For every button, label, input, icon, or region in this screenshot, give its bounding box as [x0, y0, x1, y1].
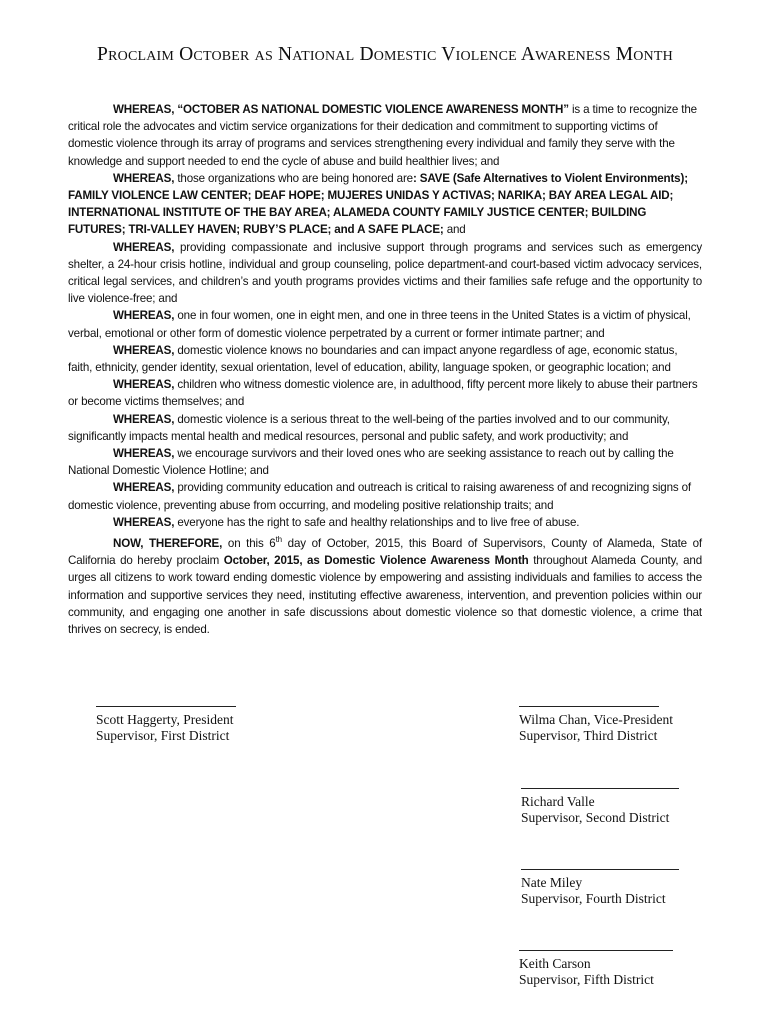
- signatory-name: Nate Miley: [521, 875, 583, 890]
- signature-line: [521, 869, 679, 870]
- signature-line: [519, 950, 673, 951]
- signature-line: [519, 706, 659, 707]
- proclaimed-month: October, 2015, as Domestic Violence Awareness Month: [223, 554, 529, 568]
- signatory-name: Keith Carson: [519, 956, 591, 971]
- whereas-keyword: WHEREAS,: [113, 412, 175, 426]
- whereas-keyword: WHEREAS,: [113, 171, 175, 185]
- resolution-text: day of October, 2015, this Board of Supervisors, County of Alameda, State of California do hereby proclaim: [68, 536, 702, 568]
- whereas-paragraph-4: [68, 307, 702, 341]
- whereas-paragraph-8: [68, 445, 702, 479]
- resolution-text: on this 6: [222, 536, 276, 550]
- whereas-keyword: WHEREAS, “OCTOBER AS NATIONAL DOMESTIC VIOLENCE AWARENESS MONTH”: [113, 103, 569, 116]
- whereas-paragraph-6: [68, 376, 702, 410]
- signatory-name: Richard Valle: [521, 794, 595, 809]
- signatory-title: Supervisor, First District: [96, 728, 230, 743]
- signatory-title: Supervisor, Fourth District: [521, 891, 666, 906]
- paragraph-tail: and: [443, 223, 466, 237]
- resolution-text: throughout Alameda County, and urges all citizens to work toward ending domestic violence by empowering and assisting individuals and families to access the information and supportive services they need, instituting effective awareness, intervention, and prevention policies within our community, and engaging one another in safe discussions about domestic violence so that domestic violence, a crime that thrives on secrecy, is ended.: [68, 554, 702, 636]
- signatory-title: Supervisor, Third District: [519, 728, 658, 743]
- signature-block-second-district: [521, 788, 691, 826]
- honored-organizations: : SAVE (Safe Alternatives to Violent Environments); FAMILY VIOLENCE LAW CENTER; DEAF HOPE; MUJERES UNIDAS Y ACTIVAS; NARIKA; BAY AREA LEGAL AID; INTERNATIONAL INSTITUTE OF THE BAY AREA; ALAMEDA COUNTY FAMILY JUSTICE CENTER; BUILDING FUTURES; TRI-VALLEY HAVEN; RUBY’S PLACE; and A SAFE PLACE;: [68, 171, 688, 237]
- whereas-keyword: WHEREAS,: [113, 343, 175, 357]
- proclamation-body: [68, 101, 702, 638]
- signatory-title: Supervisor, Fifth District: [519, 972, 654, 987]
- signature-line: [96, 706, 236, 707]
- page-title: Proclaim October as National Domestic Violence Awareness Month: [97, 44, 673, 65]
- now-therefore-keyword: NOW, THEREFORE,: [113, 536, 223, 550]
- signature-line: [521, 788, 679, 789]
- paragraph-text: domestic violence is a serious threat to the well-being of the parties involved and to our community, significantly impacts mental health and medical resources, personal and public safety, and work productivity; and: [68, 412, 670, 443]
- paragraph-text: providing community education and outreach is critical to raising awareness of and recognizing signs of domestic violence, preventing abuse from occurring, and modeling positive relationship traits; and: [68, 481, 691, 512]
- whereas-paragraph-7: [68, 411, 702, 445]
- whereas-keyword: WHEREAS,: [113, 240, 175, 254]
- signature-block-president: [96, 706, 246, 744]
- whereas-keyword: WHEREAS,: [113, 447, 175, 461]
- paragraph-text: everyone has the right to safe and healthy relationships and to live free of abuse.: [174, 515, 580, 529]
- whereas-keyword: WHEREAS,: [113, 309, 175, 323]
- paragraph-text: one in four women, one in eight men, and one in three teens in the United States is a victim of physical, verbal, emotional or other form of domestic violence perpetrated by a current or former intimate partner; and: [68, 309, 691, 340]
- paragraph-text: providing compassionate and inclusive support through programs and services such as emergency shelter, a 24-hour crisis hotline, individual and group counseling, police department-and court-based victim advocacy services, critical legal services, and children’s and youth programs provides victims and their families safe refuge and the opportunity to live violence-free; and: [68, 240, 702, 306]
- ordinal-suffix: th: [275, 535, 282, 545]
- signature-block-fifth-district: [519, 950, 689, 988]
- whereas-paragraph-10: [68, 514, 702, 531]
- whereas-keyword: WHEREAS,: [113, 515, 175, 529]
- signatory-name: Wilma Chan, Vice-President: [519, 712, 673, 727]
- paragraph-text: those organizations who are being honored are: [174, 171, 413, 185]
- paragraph-text: we encourage survivors and their loved ones who are seeking assistance to reach out by calling the National Domestic Violence Hotline; and: [68, 447, 674, 478]
- whereas-paragraph-9: [68, 479, 702, 513]
- whereas-paragraph-2: [68, 170, 702, 239]
- whereas-paragraph-1: [68, 101, 702, 170]
- signatory-title: Supervisor, Second District: [521, 810, 670, 825]
- signatory-name: Scott Haggerty, President: [96, 712, 234, 727]
- whereas-paragraph-3: [68, 239, 702, 308]
- paragraph-text: is a time to recognize the critical role the advocates and victim service organizations for their dedication and commitment to supporting victims of domestic violence through its array of programs and services strengthening every individual and family they serve with the knowledge and support needed to end the cycle of abuse and build healthier lives; and: [68, 103, 697, 168]
- resolution-paragraph: [68, 531, 702, 638]
- signature-block-fourth-district: [521, 869, 691, 907]
- whereas-keyword: WHEREAS,: [113, 481, 175, 495]
- whereas-keyword: WHEREAS,: [113, 378, 175, 392]
- paragraph-text: domestic violence knows no boundaries and can impact anyone regardless of age, economic status, faith, ethnicity, gender identity, sexual orientation, level of education, ability, language spoken, or geographic location; and: [68, 343, 678, 375]
- whereas-paragraph-5: [68, 342, 702, 376]
- signature-block-vice-president: [519, 706, 699, 744]
- paragraph-text: children who witness domestic violence are, in adulthood, fifty percent more likely to abuse their partners or become victims themselves; and: [68, 378, 698, 409]
